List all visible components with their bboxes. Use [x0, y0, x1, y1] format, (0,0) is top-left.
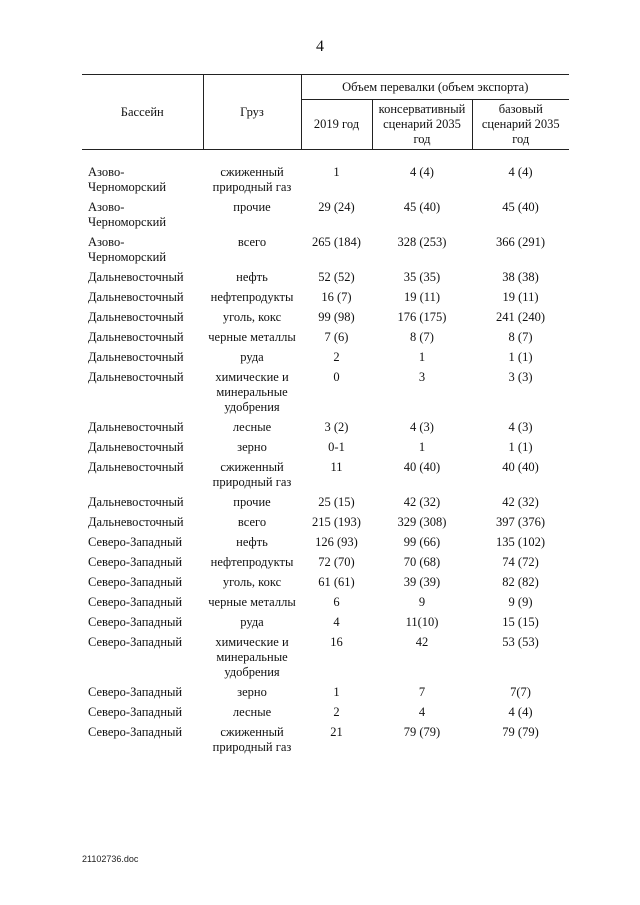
- table-row: [82, 514, 569, 534]
- value-base-cell: 9 (9): [508, 595, 533, 609]
- value-base-cell: 4 (4): [508, 165, 533, 179]
- cargo-cell: химические и минеральные удобрения: [215, 370, 289, 414]
- basin-cell: Дальневосточный: [88, 310, 184, 324]
- header-conservative-2035: консервативный сценарий 2035 год: [372, 100, 472, 150]
- value-2019-cell: 6: [333, 595, 340, 609]
- value-2019-cell: 2: [333, 350, 340, 364]
- table-row: [82, 439, 569, 459]
- header-cargo: Груз: [203, 75, 301, 150]
- value-base-cell: 1 (1): [508, 350, 533, 364]
- basin-cell: Дальневосточный: [88, 440, 184, 454]
- page-number: 4: [316, 38, 324, 55]
- table-row: [82, 289, 569, 309]
- basin-cell: Азово-Черноморский: [88, 200, 167, 229]
- value-conservative-cell: 1: [418, 350, 426, 364]
- value-conservative-cell: 40 (40): [403, 460, 441, 474]
- basin-cell: Дальневосточный: [88, 290, 184, 304]
- value-conservative-cell: 1: [418, 440, 426, 454]
- table-row: [82, 309, 569, 329]
- value-2019-cell: 16: [330, 635, 343, 649]
- value-conservative-cell: 79 (79): [403, 725, 441, 739]
- table-row: [82, 329, 569, 349]
- value-2019-cell: 1: [333, 685, 340, 699]
- value-2019-cell: 4: [333, 615, 340, 629]
- table-row: [82, 369, 569, 419]
- value-conservative-cell: 39 (39): [403, 575, 441, 589]
- cargo-cell: нефть: [236, 270, 268, 284]
- header-volume-group: Объем перевалки (объем экспорта): [301, 75, 569, 100]
- value-conservative-cell: 8 (7): [410, 330, 434, 344]
- cargo-cell: химические и минеральные удобрения: [215, 635, 289, 679]
- basin-cell: Северо-Западный: [88, 685, 183, 699]
- value-2019-cell: 11: [330, 460, 343, 474]
- basin-cell: Северо-Западный: [88, 555, 183, 569]
- value-conservative-cell: 329 (308): [397, 515, 447, 529]
- cargo-cell: уголь, кокс: [222, 575, 282, 589]
- cargo-cell: черные металлы: [208, 595, 296, 609]
- table-row: [82, 594, 569, 614]
- value-2019-cell: 1: [333, 165, 340, 179]
- table-row: [82, 419, 569, 439]
- value-conservative-cell: 42: [415, 635, 429, 649]
- value-2019-cell: 52 (52): [318, 270, 355, 284]
- table-row: [82, 199, 569, 234]
- value-base-cell: 241 (240): [496, 310, 545, 324]
- cargo-cell: нефтепродукты: [210, 555, 294, 569]
- value-conservative-cell: 42 (32): [403, 495, 441, 509]
- value-base-cell: 7(7): [510, 685, 531, 699]
- value-base-cell: 135 (102): [496, 535, 545, 549]
- cargo-cell: нефть: [236, 535, 268, 549]
- document-footer: 21102736.doc: [82, 854, 139, 864]
- cargo-cell: нефтепродукты: [210, 290, 294, 304]
- value-base-cell: 82 (82): [502, 575, 539, 589]
- table-row: [82, 614, 569, 634]
- value-2019-cell: 99 (98): [318, 310, 355, 324]
- value-base-cell: 4 (4): [508, 705, 533, 719]
- cargo-volume-table: [82, 74, 569, 759]
- value-base-cell: 19 (11): [502, 290, 539, 304]
- value-base-cell: 74 (72): [502, 555, 539, 569]
- value-conservative-cell: 4: [418, 705, 426, 719]
- value-2019-cell: 16 (7): [321, 290, 352, 304]
- cargo-cell: зерно: [237, 440, 267, 454]
- value-conservative-cell: 4 (3): [410, 420, 434, 434]
- basin-cell: Дальневосточный: [88, 515, 184, 529]
- basin-cell: Азово-Черноморский: [88, 165, 167, 194]
- cargo-cell: черные металлы: [208, 330, 296, 344]
- basin-cell: Дальневосточный: [88, 420, 184, 434]
- value-conservative-cell: 70 (68): [403, 555, 441, 569]
- table-row: [82, 164, 569, 199]
- value-2019-cell: 25 (15): [318, 495, 355, 509]
- cargo-cell: лесные: [232, 705, 272, 719]
- basin-cell: Дальневосточный: [88, 270, 184, 284]
- value-2019-cell: 215 (193): [312, 515, 361, 529]
- value-conservative-cell: 4 (4): [410, 165, 434, 179]
- value-2019-cell: 61 (61): [318, 575, 355, 589]
- basin-cell: Северо-Западный: [88, 615, 183, 629]
- cargo-cell: прочие: [233, 200, 271, 214]
- value-2019-cell: 0-1: [328, 440, 345, 454]
- value-2019-cell: 126 (93): [315, 535, 358, 549]
- cargo-cell: руда: [240, 350, 264, 364]
- value-conservative-cell: 9: [418, 595, 426, 609]
- basin-cell: Северо-Западный: [88, 725, 183, 739]
- value-2019-cell: 0: [333, 370, 340, 384]
- table-row: [82, 704, 569, 724]
- basin-cell: Дальневосточный: [88, 460, 184, 474]
- value-conservative-cell: 99 (66): [403, 535, 441, 549]
- value-base-cell: 3 (3): [508, 370, 533, 384]
- basin-cell: Северо-Западный: [88, 595, 183, 609]
- table-row: [82, 634, 569, 684]
- basin-cell: Азово-Черноморский: [88, 235, 167, 264]
- value-conservative-cell: 328 (253): [397, 235, 447, 249]
- value-2019-cell: 29 (24): [318, 200, 355, 214]
- value-2019-cell: 3 (2): [324, 420, 349, 434]
- table-row: [82, 554, 569, 574]
- value-base-cell: 397 (376): [496, 515, 545, 529]
- value-conservative-cell: 7: [418, 685, 426, 699]
- table-row: [82, 459, 569, 494]
- cargo-cell: зерно: [237, 685, 267, 699]
- basin-cell: Дальневосточный: [88, 370, 184, 384]
- value-base-cell: 366 (291): [496, 235, 545, 249]
- cargo-cell: всего: [237, 235, 267, 249]
- value-base-cell: 38 (38): [502, 270, 539, 284]
- value-base-cell: 8 (7): [508, 330, 533, 344]
- value-base-cell: 79 (79): [502, 725, 539, 739]
- value-base-cell: 40 (40): [502, 460, 539, 474]
- cargo-volume-table-container: [82, 74, 569, 759]
- cargo-cell: сжиженный природный газ: [212, 725, 292, 754]
- basin-cell: Дальневосточный: [88, 350, 184, 364]
- cargo-cell: руда: [240, 615, 264, 629]
- value-2019-cell: 21: [330, 725, 343, 739]
- value-base-cell: 45 (40): [502, 200, 539, 214]
- basin-cell: Северо-Западный: [88, 635, 183, 649]
- value-base-cell: 1 (1): [508, 440, 533, 454]
- value-2019-cell: 72 (70): [318, 555, 355, 569]
- table-row: [82, 684, 569, 704]
- value-conservative-cell: 35 (35): [403, 270, 441, 284]
- value-base-cell: 42 (32): [502, 495, 539, 509]
- cargo-cell: уголь, кокс: [222, 310, 282, 324]
- cargo-cell: прочие: [233, 495, 271, 509]
- basin-cell: Дальневосточный: [88, 330, 184, 344]
- cargo-cell: сжиженный природный газ: [212, 165, 292, 194]
- basin-cell: Дальневосточный: [88, 495, 184, 509]
- table-header: [82, 75, 569, 150]
- table-row: [82, 494, 569, 514]
- value-2019-cell: 7 (6): [324, 330, 349, 344]
- basin-cell: Северо-Западный: [88, 705, 183, 719]
- header-base-2035: базовый сценарий 2035 год: [472, 100, 569, 150]
- table-row: [82, 234, 569, 269]
- basin-cell: Северо-Западный: [88, 575, 183, 589]
- header-2019: 2019 год: [301, 100, 372, 150]
- value-base-cell: 15 (15): [502, 615, 539, 629]
- value-conservative-cell: 11(10): [405, 615, 439, 629]
- value-conservative-cell: 45 (40): [403, 200, 441, 214]
- header-basin: Бассейн: [82, 75, 203, 150]
- basin-cell: Северо-Западный: [88, 535, 183, 549]
- value-conservative-cell: 3: [418, 370, 426, 384]
- cargo-cell: лесные: [232, 420, 272, 434]
- table-row: [82, 724, 569, 759]
- value-base-cell: 4 (3): [508, 420, 533, 434]
- table-row: [82, 269, 569, 289]
- cargo-cell: всего: [237, 515, 267, 529]
- value-2019-cell: 265 (184): [312, 235, 361, 249]
- value-conservative-cell: 176 (175): [397, 310, 447, 324]
- table-row: [82, 349, 569, 369]
- table-body: [82, 150, 569, 760]
- value-base-cell: 53 (53): [502, 635, 539, 649]
- table-row: [82, 574, 569, 594]
- cargo-cell: сжиженный природный газ: [212, 460, 292, 489]
- table-row: [82, 534, 569, 554]
- value-2019-cell: 2: [333, 705, 340, 719]
- value-conservative-cell: 19 (11): [404, 290, 440, 304]
